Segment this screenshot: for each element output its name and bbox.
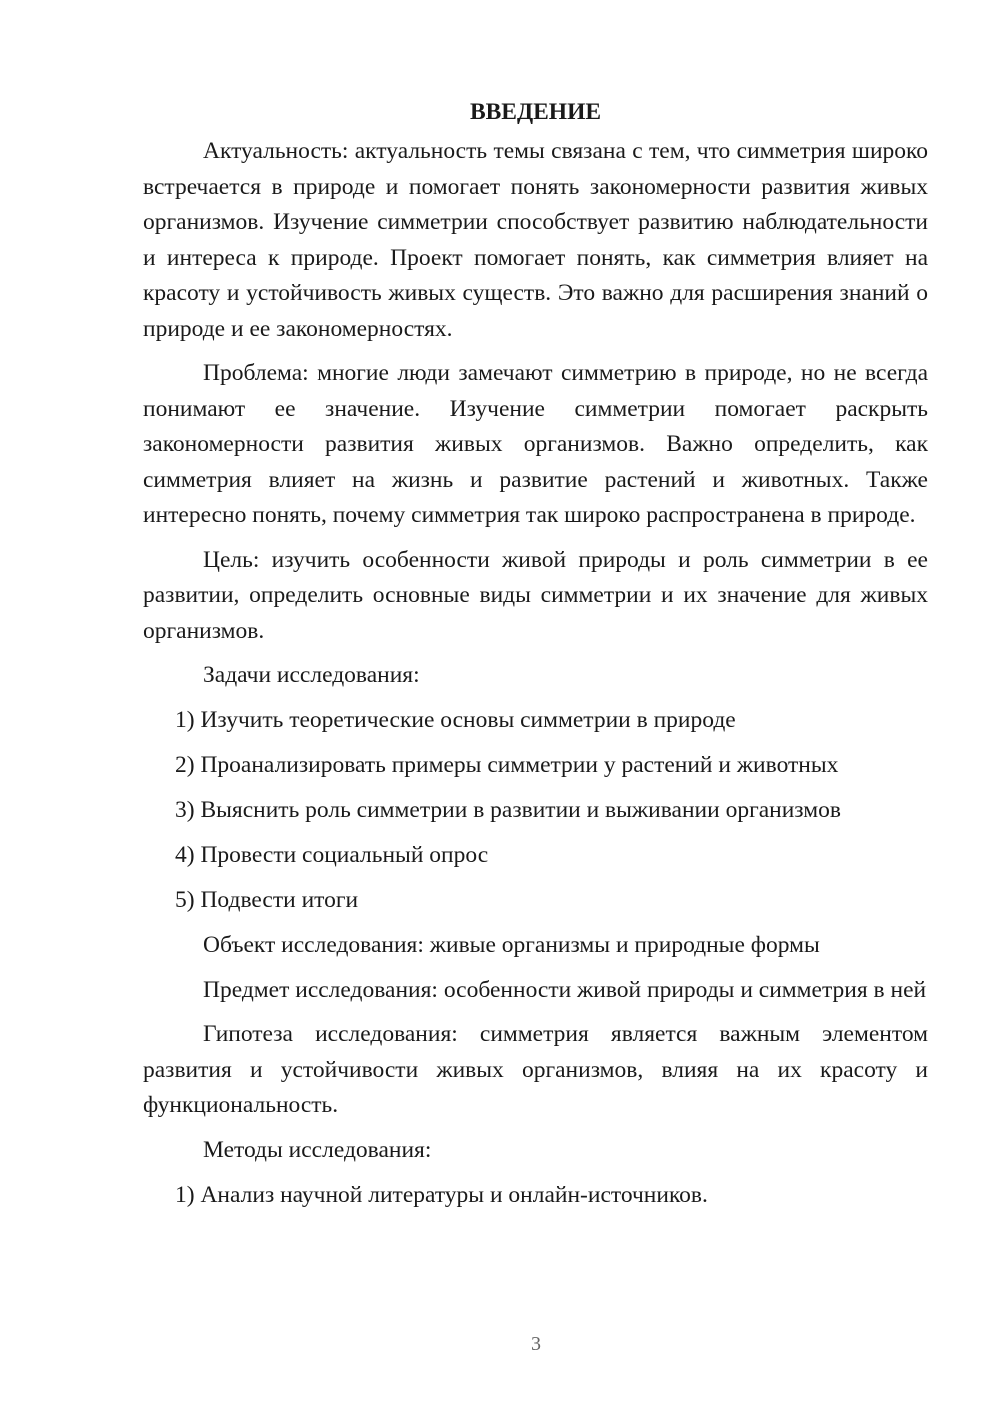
list-item: 2) Проанализировать примеры симметрии у растений и животных xyxy=(175,752,839,778)
relevance-paragraph: Актуальность: актуальность темы связана с тем, что симметрия широко встречается в природе и помогает понять закономерности развития живых организмов. Изучение симметрии способствует развитию наблюдательности и интереса к природе. Проект помогает понять, как симметрия влияет на красоту и устойчивость живых существ. Это важно для расширения знаний о природе и ее закономерностях. xyxy=(143,138,928,342)
goal-paragraph: Цель: изучить особенности живой природы и роль симметрии в ее развитии, определить основные виды симметрии и их значение для живых организмов. xyxy=(143,546,928,644)
list-item: 1) Анализ научной литературы и онлайн-источников. xyxy=(175,1181,708,1208)
methods-list xyxy=(143,1178,928,1214)
list-item: 5) Подвести итоги xyxy=(175,887,359,913)
section-title: ВВЕДЕНИЕ xyxy=(469,99,602,125)
list-item: 4) Провести социальный опрос xyxy=(175,842,489,868)
problem-paragraph: Проблема: многие люди замечают симметрию в природе, но не всегда понимают ее значение. Изучение симметрии помогает раскрыть закономерности развития живых организмов. Важно определить, как симметрия влияет на жизнь и развитие растений и животных. Также интересно понять, почему симметрия так широко распространена в природе. xyxy=(143,360,928,528)
methods-heading: Методы исследования: xyxy=(203,1136,432,1163)
list-item: 1) Изучить теоретические основы симметрии в природе xyxy=(175,707,736,733)
tasks-heading: Задачи исследования: xyxy=(203,662,420,688)
tasks-list xyxy=(143,703,928,919)
hypothesis-paragraph: Гипотеза исследования: симметрия является важным элементом развития и устойчивости живых организмов, влияя на их красоту и функциональность. xyxy=(143,1021,928,1118)
list-item: 3) Выяснить роль симметрии в развитии и выживании организмов xyxy=(175,797,841,823)
object-paragraph: Объект исследования: живые организмы и природные формы xyxy=(203,932,820,958)
page-number: 3 xyxy=(531,1333,541,1355)
subject-paragraph: Предмет исследования: особенности живой природы и симметрия в ней xyxy=(203,976,927,1003)
page-content xyxy=(143,96,928,1223)
